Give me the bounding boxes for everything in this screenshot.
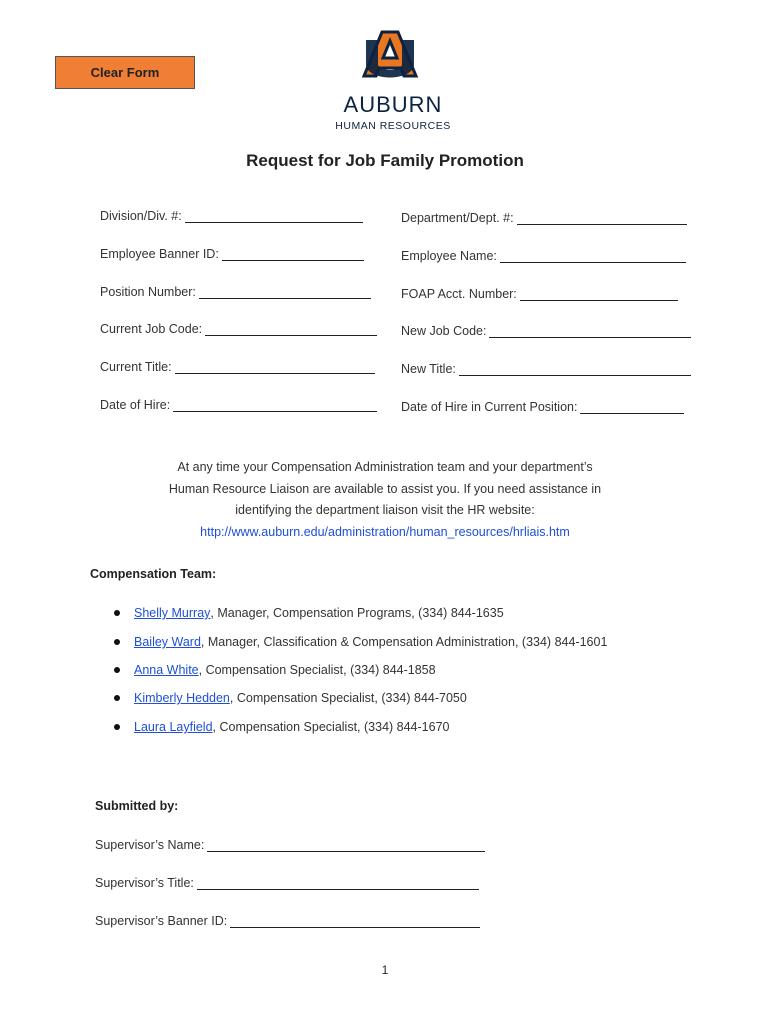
position-number-field[interactable] [100, 285, 371, 299]
bullet-icon [114, 610, 120, 616]
employee-name-input[interactable] [500, 249, 686, 263]
new-title-field[interactable] [401, 362, 691, 376]
list-item [114, 635, 607, 649]
list-item [114, 606, 504, 620]
team-member-detail: , Compensation Specialist, (334) 844-1858 [198, 663, 436, 677]
current-title-label: Current Title: [100, 360, 172, 374]
new-job-code-input[interactable] [489, 324, 691, 338]
team-member-link[interactable]: Laura Layfield [134, 720, 213, 734]
supervisor-name-label: Supervisor’s Name: [95, 838, 205, 852]
department-label: Department/Dept. #: [401, 211, 514, 225]
info-line-3: identifying the department liaison visit the HR website: [235, 503, 535, 517]
list-item [114, 691, 467, 705]
team-member-detail: , Manager, Compensation Programs, (334) 844-1635 [210, 606, 504, 620]
supervisor-name-field[interactable] [95, 838, 485, 852]
page-title: Request for Job Family Promotion [246, 151, 524, 170]
supervisor-banner-label: Supervisor’s Banner ID: [95, 914, 228, 928]
foap-field[interactable] [401, 287, 678, 301]
new-job-code-field[interactable] [401, 324, 691, 338]
division-label: Division/Div. #: [100, 209, 182, 223]
date-of-hire-field[interactable] [100, 398, 377, 412]
page-number: 1 [381, 963, 389, 977]
date-of-hire-input[interactable] [173, 398, 377, 412]
hr-website-link[interactable]: http://www.auburn.edu/administration/human_resources/hrliais.htm [200, 524, 570, 539]
banner-id-label: Employee Banner ID: [100, 247, 219, 261]
list-item [114, 720, 449, 734]
supervisor-banner-field[interactable] [95, 914, 480, 928]
current-job-code-input[interactable] [205, 322, 377, 336]
supervisor-title-label: Supervisor’s Title: [95, 876, 194, 890]
employee-name-label: Employee Name: [401, 249, 497, 263]
logo-subtitle: HUMAN RESOURCES [335, 120, 451, 132]
date-current-position-label: Date of Hire in Current Position: [401, 400, 578, 414]
team-member-link[interactable]: Bailey Ward [134, 635, 201, 649]
new-title-input[interactable] [459, 362, 691, 376]
position-number-input[interactable] [199, 285, 371, 299]
info-line-1: At any time your Compensation Administration team and your department’s [177, 460, 593, 474]
supervisor-banner-input[interactable] [230, 914, 480, 928]
bullet-icon [114, 695, 120, 701]
date-current-position-field[interactable] [401, 400, 684, 414]
submitted-by-heading: Submitted by: [95, 799, 179, 813]
employee-name-field[interactable] [401, 249, 686, 263]
date-current-position-input[interactable] [580, 400, 684, 414]
current-job-code-field[interactable] [100, 322, 377, 336]
team-member-detail: , Compensation Specialist, (334) 844-1670 [212, 720, 450, 734]
division-field[interactable] [100, 209, 363, 223]
clear-form-button[interactable]: Clear Form [55, 56, 195, 89]
logo-wordmark: AUBURN [343, 92, 443, 117]
current-title-field[interactable] [100, 360, 375, 374]
info-paragraph [0, 457, 770, 543]
list-item [114, 663, 436, 677]
team-member-link[interactable]: Kimberly Hedden [134, 691, 230, 705]
team-member-link[interactable]: Anna White [134, 663, 199, 677]
department-input[interactable] [517, 211, 687, 225]
date-of-hire-label: Date of Hire: [100, 398, 171, 412]
banner-id-field[interactable] [100, 247, 364, 261]
new-title-label: New Title: [401, 362, 456, 376]
position-number-label: Position Number: [100, 285, 196, 299]
bullet-icon [114, 639, 120, 645]
foap-input[interactable] [520, 287, 678, 301]
team-member-detail: , Compensation Specialist, (334) 844-7050 [229, 691, 467, 705]
current-job-code-label: Current Job Code: [100, 322, 203, 336]
supervisor-title-field[interactable] [95, 876, 479, 890]
info-line-2: Human Resource Liaison are available to assist you. If you need assistance in [168, 481, 602, 496]
bullet-icon [114, 724, 120, 730]
supervisor-name-input[interactable] [207, 838, 485, 852]
compensation-team-heading: Compensation Team: [90, 567, 217, 581]
department-field[interactable] [401, 211, 687, 225]
current-title-input[interactable] [175, 360, 375, 374]
auburn-logo-icon [360, 30, 420, 82]
new-job-code-label: New Job Code: [401, 324, 487, 338]
division-input[interactable] [185, 209, 363, 223]
team-member-link[interactable]: Shelly Murray [134, 606, 211, 620]
bullet-icon [114, 667, 120, 673]
supervisor-title-input[interactable] [197, 876, 479, 890]
team-member-detail: , Manager, Classification & Compensation Administration, (334) 844-1601 [200, 635, 608, 649]
foap-label: FOAP Acct. Number: [401, 287, 517, 301]
banner-id-input[interactable] [222, 247, 364, 261]
